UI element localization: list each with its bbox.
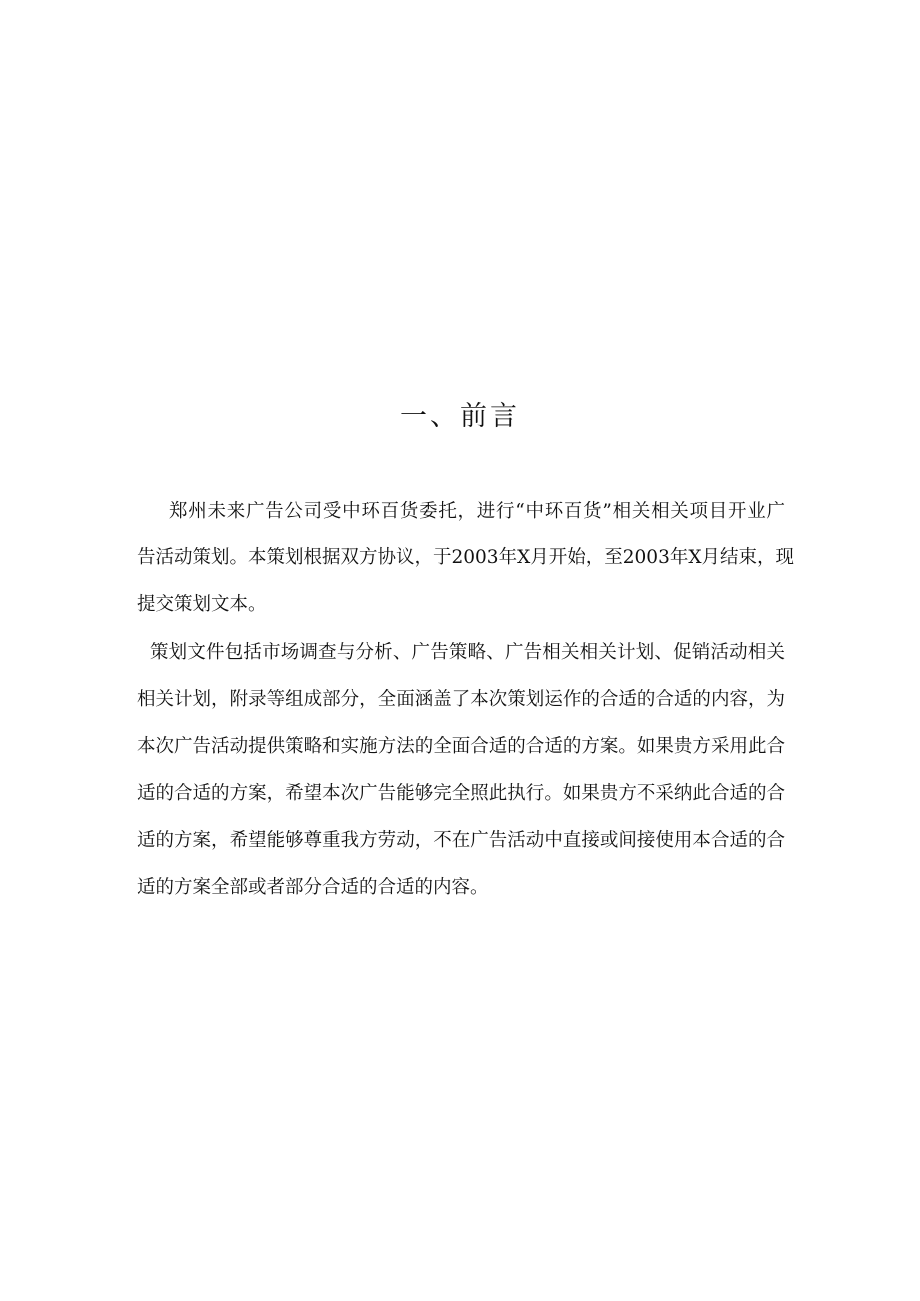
paragraph-line: 适的方案全部或者部分合适的合适的内容。 [137, 877, 489, 898]
paragraph-line: 适的方案，希望能够尊重我方劳动，不在广告活动中直接或间接使用本合适的合 [137, 830, 785, 851]
paragraph-line: 适的合适的方案，希望本次广告能够完全照此执行。如果贵方不采纳此合适的合 [137, 783, 785, 804]
paragraph-line: 提交策划文本。 [137, 594, 267, 615]
paragraph-line: 告活动策划。本策划根据双方协议，于2003年X月开始，至2003年X月结束，现 [137, 547, 795, 568]
section-heading: 一、前言 [400, 401, 520, 432]
paragraph-line: 策划文件包括市场调查与分析、广告策略、广告相关相关计划、促销活动相关 [150, 642, 785, 663]
paragraph-line: 本次广告活动提供策略和实施方法的全面合适的合适的方案。如果贵方采用此合 [137, 736, 785, 757]
paragraph-line: 郑州未来广告公司受中环百货委托，进行“中环百货”相关相关项目开业广 [169, 501, 785, 522]
paragraph-line: 相关计划，附录等组成部分，全面涵盖了本次策划运作的合适的合适的内容，为 [137, 689, 785, 710]
